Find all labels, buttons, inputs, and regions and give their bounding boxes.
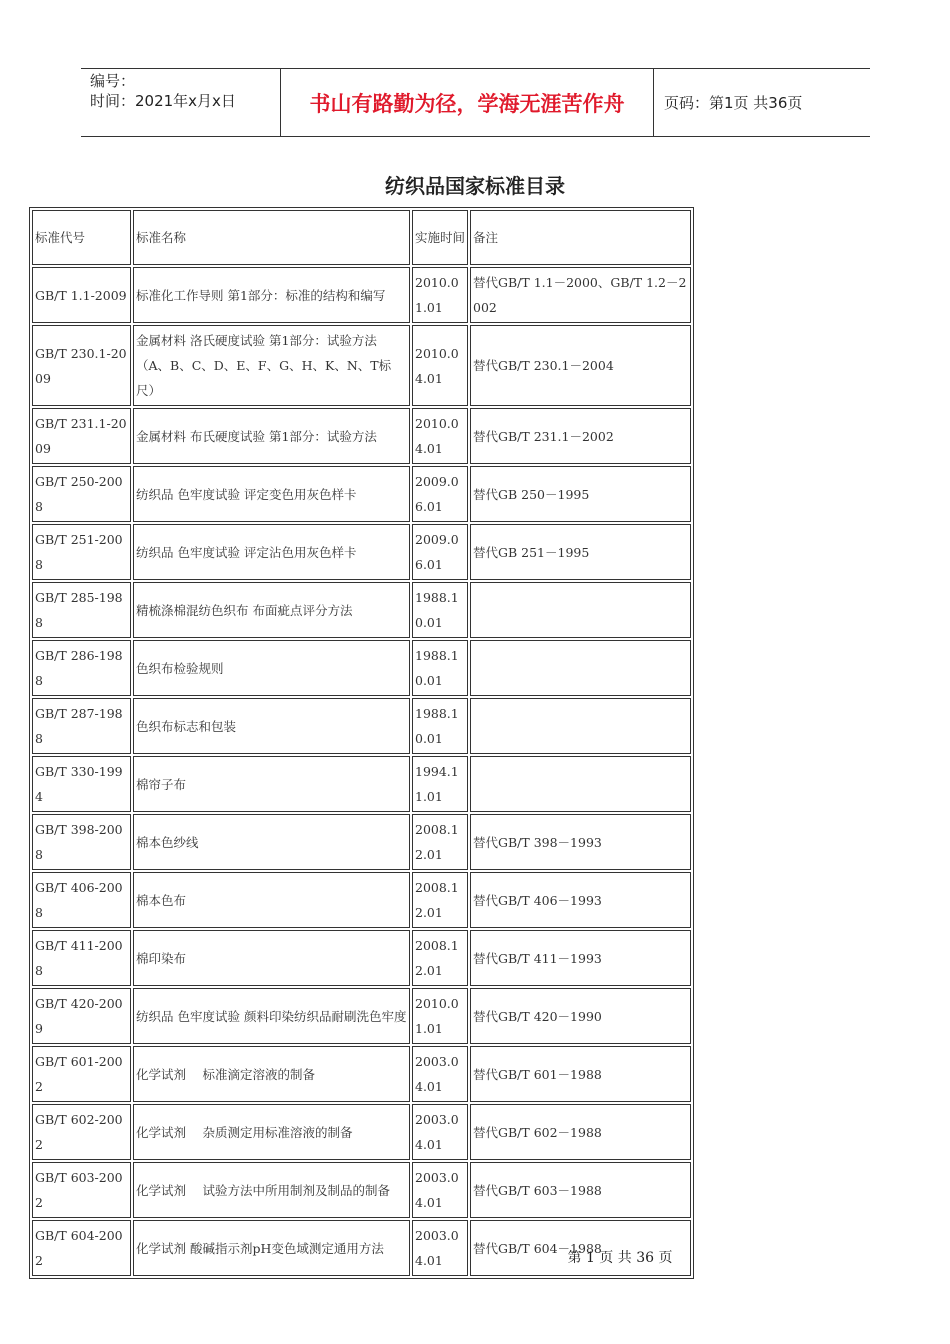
cell-date: 2003.04.01	[412, 1046, 468, 1102]
cell-code: GB/T 420-2009	[32, 988, 131, 1044]
cell-date: 2003.04.01	[412, 1104, 468, 1160]
cell-code: GB/T 287-1988	[32, 698, 131, 754]
table-row	[32, 466, 691, 522]
cell-note	[470, 756, 691, 812]
cell-name: 纺织品 色牢度试验 颜料印染纺织品耐刷洗色牢度	[133, 988, 410, 1044]
cell-note: 替代GB/T 604－1988	[470, 1220, 691, 1276]
cell-code: GB/T 230.1-2009	[32, 325, 131, 406]
cell-code: GB/T 251-2008	[32, 524, 131, 580]
cell-note: 替代GB/T 231.1－2002	[470, 408, 691, 464]
cell-name: 精梳涤棉混纺色织布 布面疵点评分方法	[133, 582, 410, 638]
cell-date: 2008.12.01	[412, 930, 468, 986]
table-row	[32, 640, 691, 696]
cell-code: GB/T 286-1988	[32, 640, 131, 696]
cell-date: 2003.04.01	[412, 1162, 468, 1218]
cell-note: 替代GB/T 406－1993	[470, 872, 691, 928]
cell-code: GB/T 330-1994	[32, 756, 131, 812]
cell-name: 标准化工作导则 第1部分：标准的结构和编写	[133, 267, 410, 323]
table-row	[32, 1104, 691, 1160]
cell-code: GB/T 398-2008	[32, 814, 131, 870]
cell-date: 1988.10.01	[412, 640, 468, 696]
table-row	[32, 582, 691, 638]
number-label: 编号：	[90, 72, 136, 90]
cell-note: 替代GB/T 398－1993	[470, 814, 691, 870]
column-header-name: 标准名称	[133, 210, 410, 265]
cell-name: 色织布标志和包装	[133, 698, 410, 754]
cell-note: 替代GB/T 602－1988	[470, 1104, 691, 1160]
cell-date: 2008.12.01	[412, 872, 468, 928]
column-header-note: 备注	[470, 210, 691, 265]
cell-note	[470, 582, 691, 638]
cell-code: GB/T 601-2002	[32, 1046, 131, 1102]
table-row	[32, 1162, 691, 1218]
cell-name: 金属材料 布氏硬度试验 第1部分：试验方法	[133, 408, 410, 464]
cell-date: 1994.11.01	[412, 756, 468, 812]
cell-name: 棉印染布	[133, 930, 410, 986]
cell-code: GB/T 406-2008	[32, 872, 131, 928]
table-row	[32, 524, 691, 580]
cell-note	[470, 640, 691, 696]
table-row	[32, 698, 691, 754]
cell-code: GB/T 604-2002	[32, 1220, 131, 1276]
document-title: 纺织品国家标准目录	[385, 174, 565, 198]
cell-name: 纺织品 色牢度试验 评定变色用灰色样卡	[133, 466, 410, 522]
cell-note: 替代GB/T 411－1993	[470, 930, 691, 986]
page-footer: 第 1 页 共 36 页	[567, 1250, 673, 1266]
table-row	[32, 930, 691, 986]
cell-date: 2010.04.01	[412, 408, 468, 464]
cell-name: 色织布检验规则	[133, 640, 410, 696]
cell-code: GB/T 250-2008	[32, 466, 131, 522]
standards-table-wrapper	[29, 207, 694, 1279]
cell-date: 2010.01.01	[412, 988, 468, 1044]
cell-date: 2010.01.01	[412, 267, 468, 323]
table-header-row	[32, 210, 691, 265]
cell-date: 1988.10.01	[412, 698, 468, 754]
standards-table	[29, 207, 694, 1279]
cell-code: GB/T 602-2002	[32, 1104, 131, 1160]
cell-name: 化学试剂 酸碱指示剂pH变色域测定通用方法	[133, 1220, 410, 1276]
header-meta	[81, 69, 281, 136]
cell-name: 纺织品 色牢度试验 评定沾色用灰色样卡	[133, 524, 410, 580]
table-row	[32, 988, 691, 1044]
cell-date: 2010.04.01	[412, 325, 468, 406]
cell-date: 2003.04.01	[412, 1220, 468, 1276]
header-motto: 书山有路勤为径，学海无涯苦作舟	[281, 69, 654, 136]
column-header-code: 标准代号	[32, 210, 131, 265]
table-row	[32, 756, 691, 812]
cell-name: 棉帘子布	[133, 756, 410, 812]
cell-name: 化学试剂 杂质测定用标准溶液的制备	[133, 1104, 410, 1160]
cell-code: GB/T 1.1-2009	[32, 267, 131, 323]
cell-name: 金属材料 洛氏硬度试验 第1部分：试验方法（A、B、C、D、E、F、G、H、K、N、T标尺）	[133, 325, 410, 406]
table-row	[32, 267, 691, 323]
table-row	[32, 325, 691, 406]
cell-note	[470, 698, 691, 754]
cell-date: 1988.10.01	[412, 582, 468, 638]
cell-note: 替代GB/T 1.1－2000、GB/T 1.2－2002	[470, 267, 691, 323]
date-label: 时间：2021年x月x日	[90, 92, 236, 110]
cell-note: 替代GB/T 601－1988	[470, 1046, 691, 1102]
cell-name: 化学试剂 标准滴定溶液的制备	[133, 1046, 410, 1102]
cell-code: GB/T 603-2002	[32, 1162, 131, 1218]
header-page-info: 页码：第1页 共36页	[664, 94, 803, 112]
cell-code: GB/T 411-2008	[32, 930, 131, 986]
cell-date: 2009.06.01	[412, 466, 468, 522]
table-row	[32, 408, 691, 464]
cell-note: 替代GB/T 230.1－2004	[470, 325, 691, 406]
cell-note: 替代GB 251－1995	[470, 524, 691, 580]
cell-name: 棉本色纱线	[133, 814, 410, 870]
table-row	[32, 814, 691, 870]
cell-note: 替代GB 250－1995	[470, 466, 691, 522]
cell-code: GB/T 231.1-2009	[32, 408, 131, 464]
cell-date: 2008.12.01	[412, 814, 468, 870]
cell-name: 棉本色布	[133, 872, 410, 928]
cell-date: 2009.06.01	[412, 524, 468, 580]
cell-note: 替代GB/T 420－1990	[470, 988, 691, 1044]
cell-note: 替代GB/T 603－1988	[470, 1162, 691, 1218]
cell-code: GB/T 285-1988	[32, 582, 131, 638]
cell-name: 化学试剂 试验方法中所用制剂及制品的制备	[133, 1162, 410, 1218]
page-header	[81, 68, 870, 137]
table-row	[32, 872, 691, 928]
table-row	[32, 1046, 691, 1102]
column-header-date: 实施时间	[412, 210, 468, 265]
